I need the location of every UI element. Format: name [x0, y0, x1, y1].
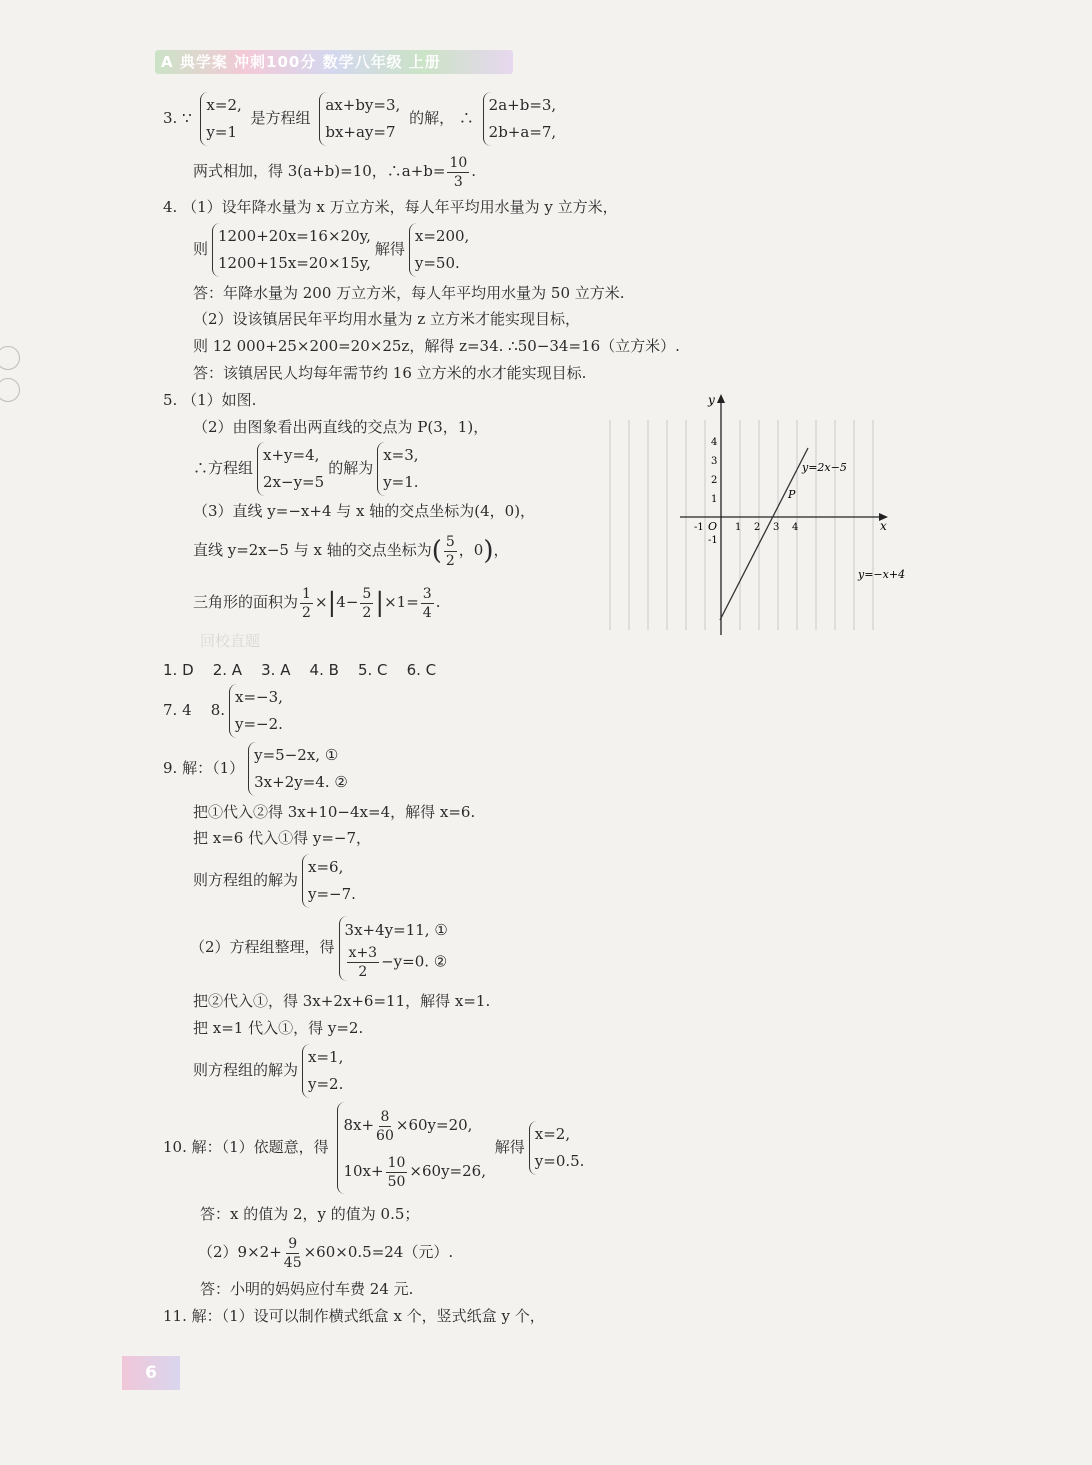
problem-9-line-4: 把②代入①，得 3x+2x+6=11，解得 x=1.	[193, 992, 491, 1010]
problem-10-answer-1: 答：x 的值为 2，y 的值为 0.5；	[200, 1205, 420, 1223]
problem-4-answer-1: 答：年降水量为 200 万立方米，每人年平均用水量为 50 立方米.	[193, 284, 625, 302]
problem-9-system: 9. 解：（1） y=5−2x, ① 3x+2y=4. ②	[163, 741, 352, 796]
solution-brace: x=6, y=−7.	[302, 854, 356, 908]
section-heading-faded: 回校直题	[200, 632, 261, 650]
fraction: $\frac{3}{4}$	[422, 585, 432, 621]
line2-label: y=−x+4	[858, 568, 906, 581]
page-number: 6	[122, 1356, 180, 1390]
result-brace: 2a+b=3, 2b+a=7,	[483, 92, 557, 146]
problem-4-line-2: （2）设该镇居民年平均用水量为 z 立方米才能实现目标，	[193, 310, 580, 328]
problem-9-line-1: 把①代入②得 3x+10−4x=4，解得 x=6.	[193, 803, 476, 821]
problem-4-system: 则 1200+20x=16×20y, 1200+15x=20×15y, 解得 x=200, y=50.	[193, 222, 473, 277]
fraction: $\frac{5}{2}$	[362, 585, 372, 621]
equation-system-brace: x+y=4, 2x−y=5	[257, 442, 324, 496]
x-axis-label: x	[880, 519, 887, 533]
equation-system-brace: 8x+ $\frac{8}{60}$ ×60y=20, 10x+ $\frac{10}{50}$ ×60y=26,	[337, 1102, 486, 1194]
problem-3-line-1: 3. ∵ x=2, y=1 是方程组 ax+by=3, bx+ay=7 的解， ∴ 2a+b=3, 2b+a=7,	[163, 92, 560, 146]
line1-label: y=2x−5	[802, 461, 847, 474]
problem-5-line-2: （2）由图象看出两直线的交点为 P(3，1)，	[193, 418, 489, 436]
problem-9-line-5: 把 x=1 代入①，得 y=2.	[193, 1019, 364, 1037]
line-y-2x-minus-5	[720, 448, 808, 620]
problem-5-line-4: 直线 y=2x−5 与 x 轴的交点坐标为( $\frac{5}{2}$ ，0)，	[193, 533, 509, 569]
fraction: $\frac{x+3}{2}$	[348, 944, 378, 980]
problem-5-system: ∴方程组 x+y=4, 2x−y=5 的解为 x=3, y=1.	[193, 441, 423, 496]
y-tick: 1	[711, 494, 718, 505]
page-header: A 典学案 冲刺100分 数学八年级 上册	[155, 50, 513, 74]
grid-lines	[610, 420, 873, 630]
y-axis-arrow	[717, 394, 725, 403]
answers-7-8: 7. 4 8. x=−3, y=−2.	[163, 684, 287, 738]
equation-system-brace: ax+by=3, bx+ay=7	[319, 92, 400, 146]
problem-4-line-1: 4. （1）设年降水量为 x 万立方米，每人年平均用水量为 y 立方米，	[163, 198, 618, 216]
solution-brace: x=200, y=50.	[409, 223, 469, 277]
coordinate-graph	[600, 390, 940, 640]
equation-system-brace: 3x+4y=11, ① $\frac{x+3}{2}$ −y=0. ②	[339, 916, 448, 981]
solution-brace: x=2, y=1	[200, 92, 241, 146]
fraction: $\frac{1}{2}$	[302, 585, 311, 621]
solution-brace: x=1, y=2.	[302, 1044, 343, 1098]
problem-3-line-2: 两式相加，得 3(a+b)=10，∴a+b= $\frac{10}{3}$ .	[193, 154, 477, 190]
problem-5-line-5: 三角形的面积为 $\frac{1}{2}$ ×|4− $\frac{5}{2}$ |×1= $\frac{3}{4}$ .	[193, 585, 441, 621]
y-tick: 3	[711, 456, 718, 467]
problem-9-solution-1: 则方程组的解为 x=6, y=−7.	[193, 853, 360, 908]
problem-4-line-3: 则 12 000+25×200=20×25z，解得 z=34. ∴50−34=16（立方米）.	[193, 337, 680, 355]
point-p-label: P	[788, 488, 796, 501]
solution-brace: x=3, y=1.	[377, 442, 418, 496]
problem-9-solution-2: 则方程组的解为 x=1, y=2.	[193, 1043, 347, 1098]
problem-9-system-2: （2）方程组整理，得 3x+4y=11, ① $\frac{x+3}{2}$ −y=0. ②	[190, 912, 452, 982]
origin-label: O	[708, 520, 718, 533]
solution-brace: x=−3, y=−2.	[229, 684, 283, 738]
x-tick: 4	[792, 522, 799, 533]
solution-brace: x=2, y=0.5.	[529, 1121, 585, 1175]
y-axis-label: y	[708, 393, 715, 407]
fraction: $\frac{5}{2}$	[445, 533, 455, 569]
equation-system-brace: 1200+20x=16×20y, 1200+15x=20×15y,	[212, 223, 371, 277]
y-tick: 2	[711, 475, 718, 486]
problem-10-answer-2: 答：小明的妈妈应付车费 24 元.	[200, 1280, 414, 1298]
problem-5-line-3: （3）直线 y=−x+4 与 x 轴的交点坐标为(4，0)，	[193, 502, 536, 520]
fraction: $\frac{8}{60}$	[376, 1108, 394, 1144]
x-tick: 1	[735, 522, 742, 533]
equation-system-brace: y=5−2x, ① 3x+2y=4. ②	[248, 742, 348, 796]
problem-5-line-1: 5. （1）如图.	[163, 391, 257, 409]
binder-ring	[0, 346, 20, 370]
x-tick: 2	[754, 522, 761, 533]
answers-row: 1. D 2. A 3. A 4. B 5. C 6. C	[163, 661, 437, 679]
problem-9-line-2: 把 x=6 代入①得 y=−7，	[193, 829, 372, 847]
fraction: $\frac{9}{45}$	[283, 1235, 302, 1271]
fraction: $\frac{10}{3}$	[449, 154, 468, 190]
x-tick: 3	[773, 522, 780, 533]
problem-10-system: 10. 解：（1）依题意，得 8x+ $\frac{8}{60}$ ×60y=20, 10x+ $\frac{10}{50}$ ×60y=26, 解得 x=2, y=0.5.	[163, 1102, 588, 1194]
fraction: $\frac{10}{50}$	[387, 1154, 406, 1190]
x-tick: -1	[694, 522, 704, 533]
problem-11-line-1: 11. 解：（1）设可以制作横式纸盒 x 个，竖式纸盒 y 个，	[163, 1307, 545, 1325]
y-tick: -1	[708, 535, 718, 546]
problem-4-answer-2: 答：该镇居民人均每年需节约 16 立方米的水才能实现目标.	[193, 364, 587, 382]
binder-ring	[0, 378, 20, 402]
y-tick: 4	[711, 437, 718, 448]
problem-10-line-2: （2）9×2+ $\frac{9}{45}$ ×60×0.5=24（元）.	[198, 1235, 454, 1271]
